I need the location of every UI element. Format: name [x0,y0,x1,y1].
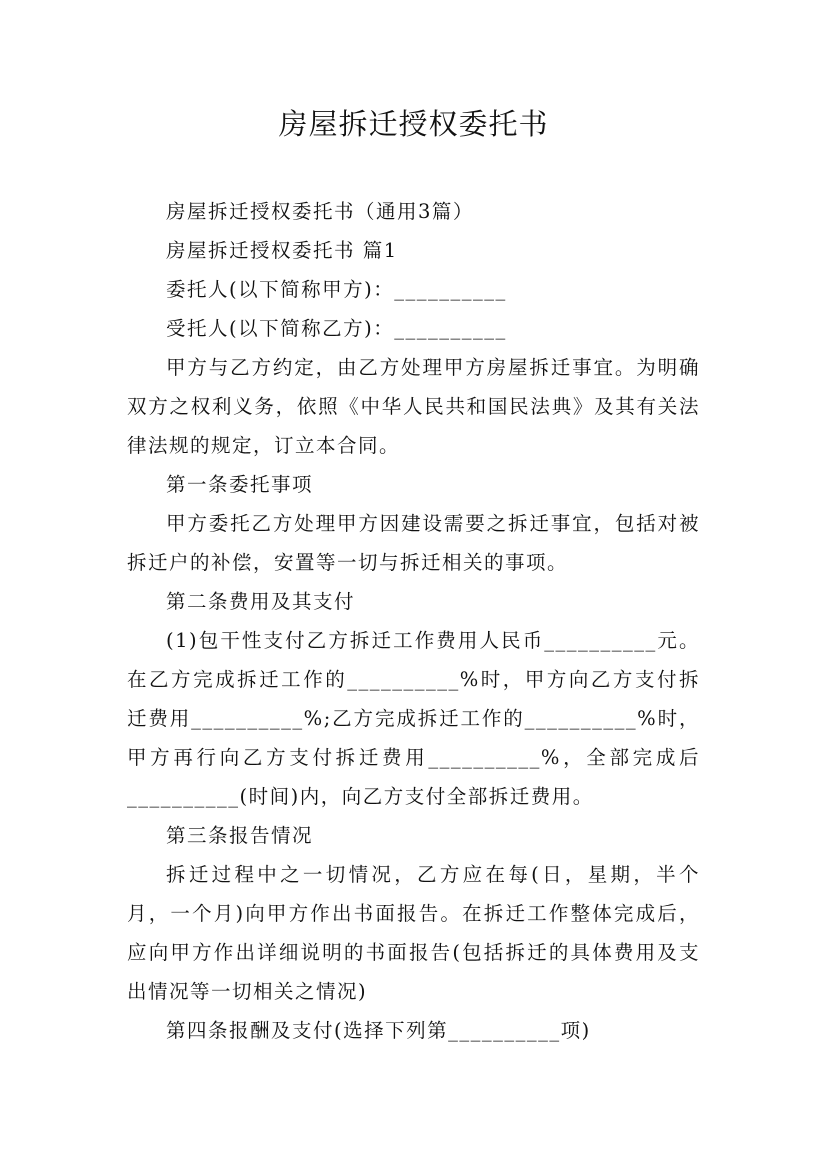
section-heading: 第一条委托事项 [166,473,314,496]
paragraph: 委托人(以下简称甲方)：__________ [166,278,507,301]
paragraph: 甲方与乙方约定，由乙方处理甲方房屋拆迁事宜。为明确双方之权利义务，依照《中华人民共和国民法典》及其有关法律法规的规定，订立本合同。 [127,356,700,457]
section-heading: 第二条费用及其支付 [166,590,356,613]
section-heading: 第四条报酬及支付(选择下列第__________项) [166,1019,591,1042]
paragraph: 拆迁过程中之一切情况，乙方应在每(日，星期，半个月，一个月)向甲方作出书面报告。在拆迁工作整体完成后，应向甲方作出详细说明的书面报告(包括拆迁的具体费用及支出情况等一切相关之情况) [127,863,700,1003]
paragraph: 甲方委托乙方处理甲方因建设需要之拆迁事宜，包括对被拆迁户的补偿，安置等一切与拆迁相关的事项。 [127,512,700,574]
document-body [127,192,700,1050]
paragraph: (1)包干性支付乙方拆迁工作费用人民币__________元。在乙方完成拆迁工作的__________%时，甲方向乙方支付拆迁费用__________%;乙方完成拆迁工作的__________%时，甲方再行向乙方支付拆迁费用__________%，全部完成后__________(时间)内，向乙方支付全部拆迁费用。 [127,629,700,808]
document-title: 房屋拆迁授权委托书 [278,107,549,141]
section-heading: 第三条报告情况 [166,824,314,847]
paragraph: 受托人(以下简称乙方)：__________ [166,317,507,340]
paragraph: 房屋拆迁授权委托书（通用3篇） [166,200,474,223]
paragraph: 房屋拆迁授权委托书 篇1 [166,239,398,262]
